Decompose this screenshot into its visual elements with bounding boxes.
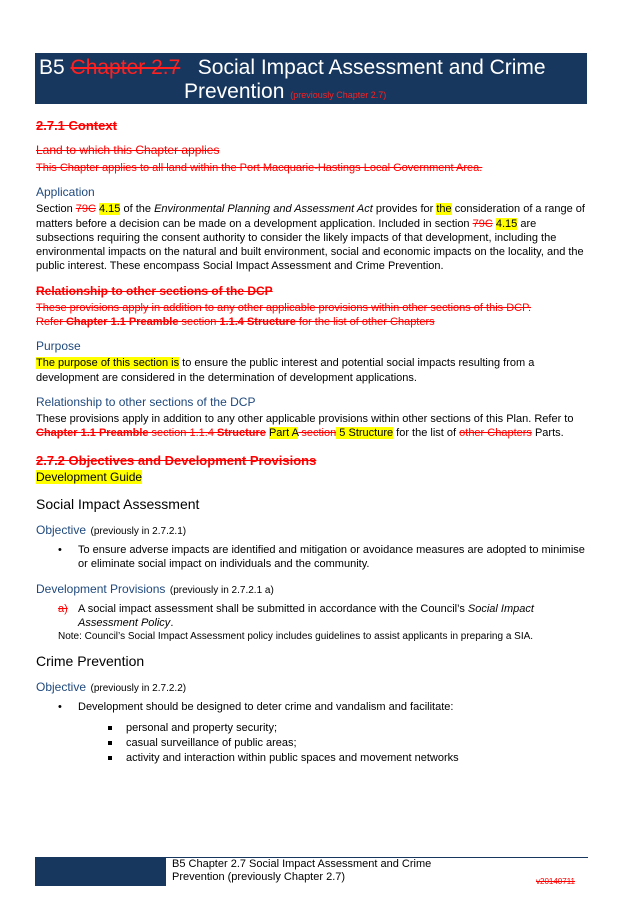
context-heading: 2.7.1 Context: [36, 118, 117, 133]
chapter-code: B5: [39, 56, 65, 79]
crime-sub-list: [36, 721, 588, 766]
new-relationship-heading: Relationship to other sections of the DCP: [36, 394, 256, 409]
title-text-continued: Prevention: [184, 80, 285, 103]
list-item: personal and property security;: [36, 721, 588, 736]
footer-version: v20140711: [536, 877, 575, 886]
objectives-heading: 2.7.2 Objectives and Development Provisions: [36, 452, 317, 468]
land-text: This Chapter applies to all land within the Port Macquarie-Hastings Local Government Area.: [36, 162, 483, 174]
sia-note: Note: Council’s Social Impact Assessment policy includes guidelines to assist applicants in preparing a SIA.: [58, 630, 534, 642]
footer-chapter-title: B5 Chapter 2.7 Social Impact Assessment and Crime Prevention (previously Chapter 2.7): [172, 858, 432, 883]
development-guide-label: Development Guide: [36, 469, 143, 484]
application-heading: Application: [36, 185, 95, 200]
list-item: • Development should be designed to deter crime and vandalism and facilitate:: [58, 700, 454, 713]
land-heading: Land to which this Chapter applies: [36, 143, 220, 157]
crime-heading: Crime Prevention: [36, 652, 145, 669]
old-relationship-heading: Relationship to other sections of the DCP: [36, 283, 273, 298]
list-item: casual surveillance of public areas;: [36, 736, 588, 751]
footer-banner: [35, 857, 166, 886]
sia-objective-heading: Objective (previously in 2.7.2.1): [36, 522, 187, 537]
sia-provisions-heading: Development Provisions (previously in 2.7.2.1 a): [36, 581, 274, 596]
sia-heading: Social Impact Assessment: [36, 495, 200, 512]
crime-objective-list: [36, 700, 588, 714]
old-relationship-text: These provisions apply in addition to any other applicable provisions within other sections of this DCP. Refer Chapter 1.1 Preamble section 1.1.4 Structure for the list of other Chapters: [36, 301, 532, 329]
deleted-chapter-number: Chapter 2.7: [70, 56, 181, 79]
purpose-text: The purpose of this section is to ensure the public interest and potential social impacts resulting from a development are considered in the determination of development applications.: [36, 357, 535, 384]
new-relationship-text: These provisions apply in addition to any other applicable provisions within other sections of this Plan. Refer to Chapter 1.1 Preamble section 1.1.4 Structure Part A section 5 Structure for the list of other Chapters Parts.: [36, 412, 574, 440]
crime-objective-heading: Objective (previously in 2.7.2.2): [36, 679, 187, 694]
title-previously-note: (previously Chapter 2.7): [290, 90, 387, 100]
list-item: • To ensure adverse impacts are identified and mitigation or avoidance measures are adopted to minimise or eliminate social impact on individuals and the community.: [58, 543, 585, 570]
sia-provision-a: a) A social impact assessment shall be submitted in accordance with the Council’s Social Impact Assessment Policy.: [58, 602, 534, 629]
document-body: [36, 118, 588, 766]
chapter-title-banner: [35, 53, 587, 104]
title-text: Social Impact Assessment and Crime: [197, 56, 546, 79]
application-paragraph: Section 79C 4.15 of the Environmental Planning and Assessment Act provides for the consideration of a range of matters before a decision can be made on a development application. Included in section 79C 4.15 are subsections requiring the consent authority to consider the likely impacts of that development, including the environmental impacts on the natural and built environment, social and economic impacts on the locality, and the public interest. These encompass Social Impact Assessment and Crime Prevention.: [36, 203, 585, 273]
list-item: activity and interaction within public spaces and movement networks: [36, 751, 588, 766]
purpose-heading: Purpose: [36, 339, 81, 354]
title-line-2: [184, 80, 386, 104]
title-line-1: [39, 56, 546, 80]
sia-objective-list: [36, 543, 588, 571]
